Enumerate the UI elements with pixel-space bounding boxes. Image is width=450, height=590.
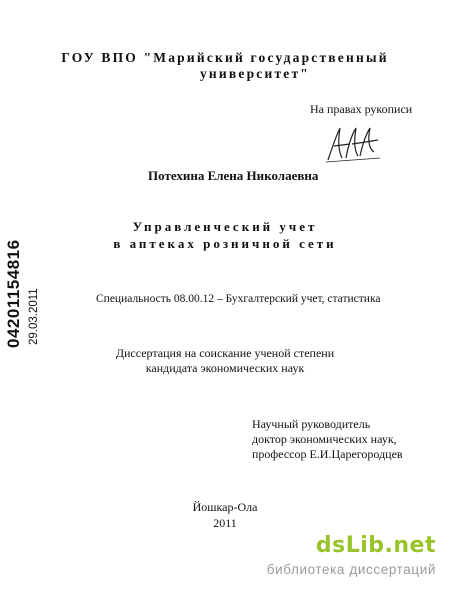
- specialty: Специальность 08.00.12 – Бухгалтерский учет, статистика: [96, 293, 381, 305]
- supervisor-line-1: Научный руководитель: [252, 417, 371, 431]
- rights-note: На правах рукописи: [310, 102, 413, 116]
- dissertation-line-2: кандидата экономических наук: [145, 361, 305, 375]
- title-line-1: Управленческий учет: [132, 219, 318, 234]
- library-stamp-number: 04201154816: [4, 239, 23, 348]
- title-line-2: в аптеках розничной сети: [113, 236, 337, 251]
- watermark-logo: dsLib.net: [315, 533, 436, 558]
- year: 2011: [213, 516, 237, 530]
- city: Йошкар-Ола: [192, 500, 258, 514]
- author-name: Потехина Елена Николаевна: [148, 168, 319, 183]
- supervisor-line-2: доктор экономических наук,: [252, 432, 397, 446]
- supervisor-line-3: профессор Е.И.Царегородцев: [252, 447, 403, 461]
- library-stamp-date: 29.03.2011: [28, 288, 40, 345]
- institution-line-1: ГОУ ВПО "Марийский государственный: [61, 50, 389, 65]
- institution-line-2: университет": [199, 66, 311, 81]
- dissertation-line-1: Диссертация на соискание ученой степени: [115, 346, 335, 360]
- signature-image: [322, 122, 382, 166]
- watermark-subtitle: библиотека диссертаций: [266, 562, 436, 577]
